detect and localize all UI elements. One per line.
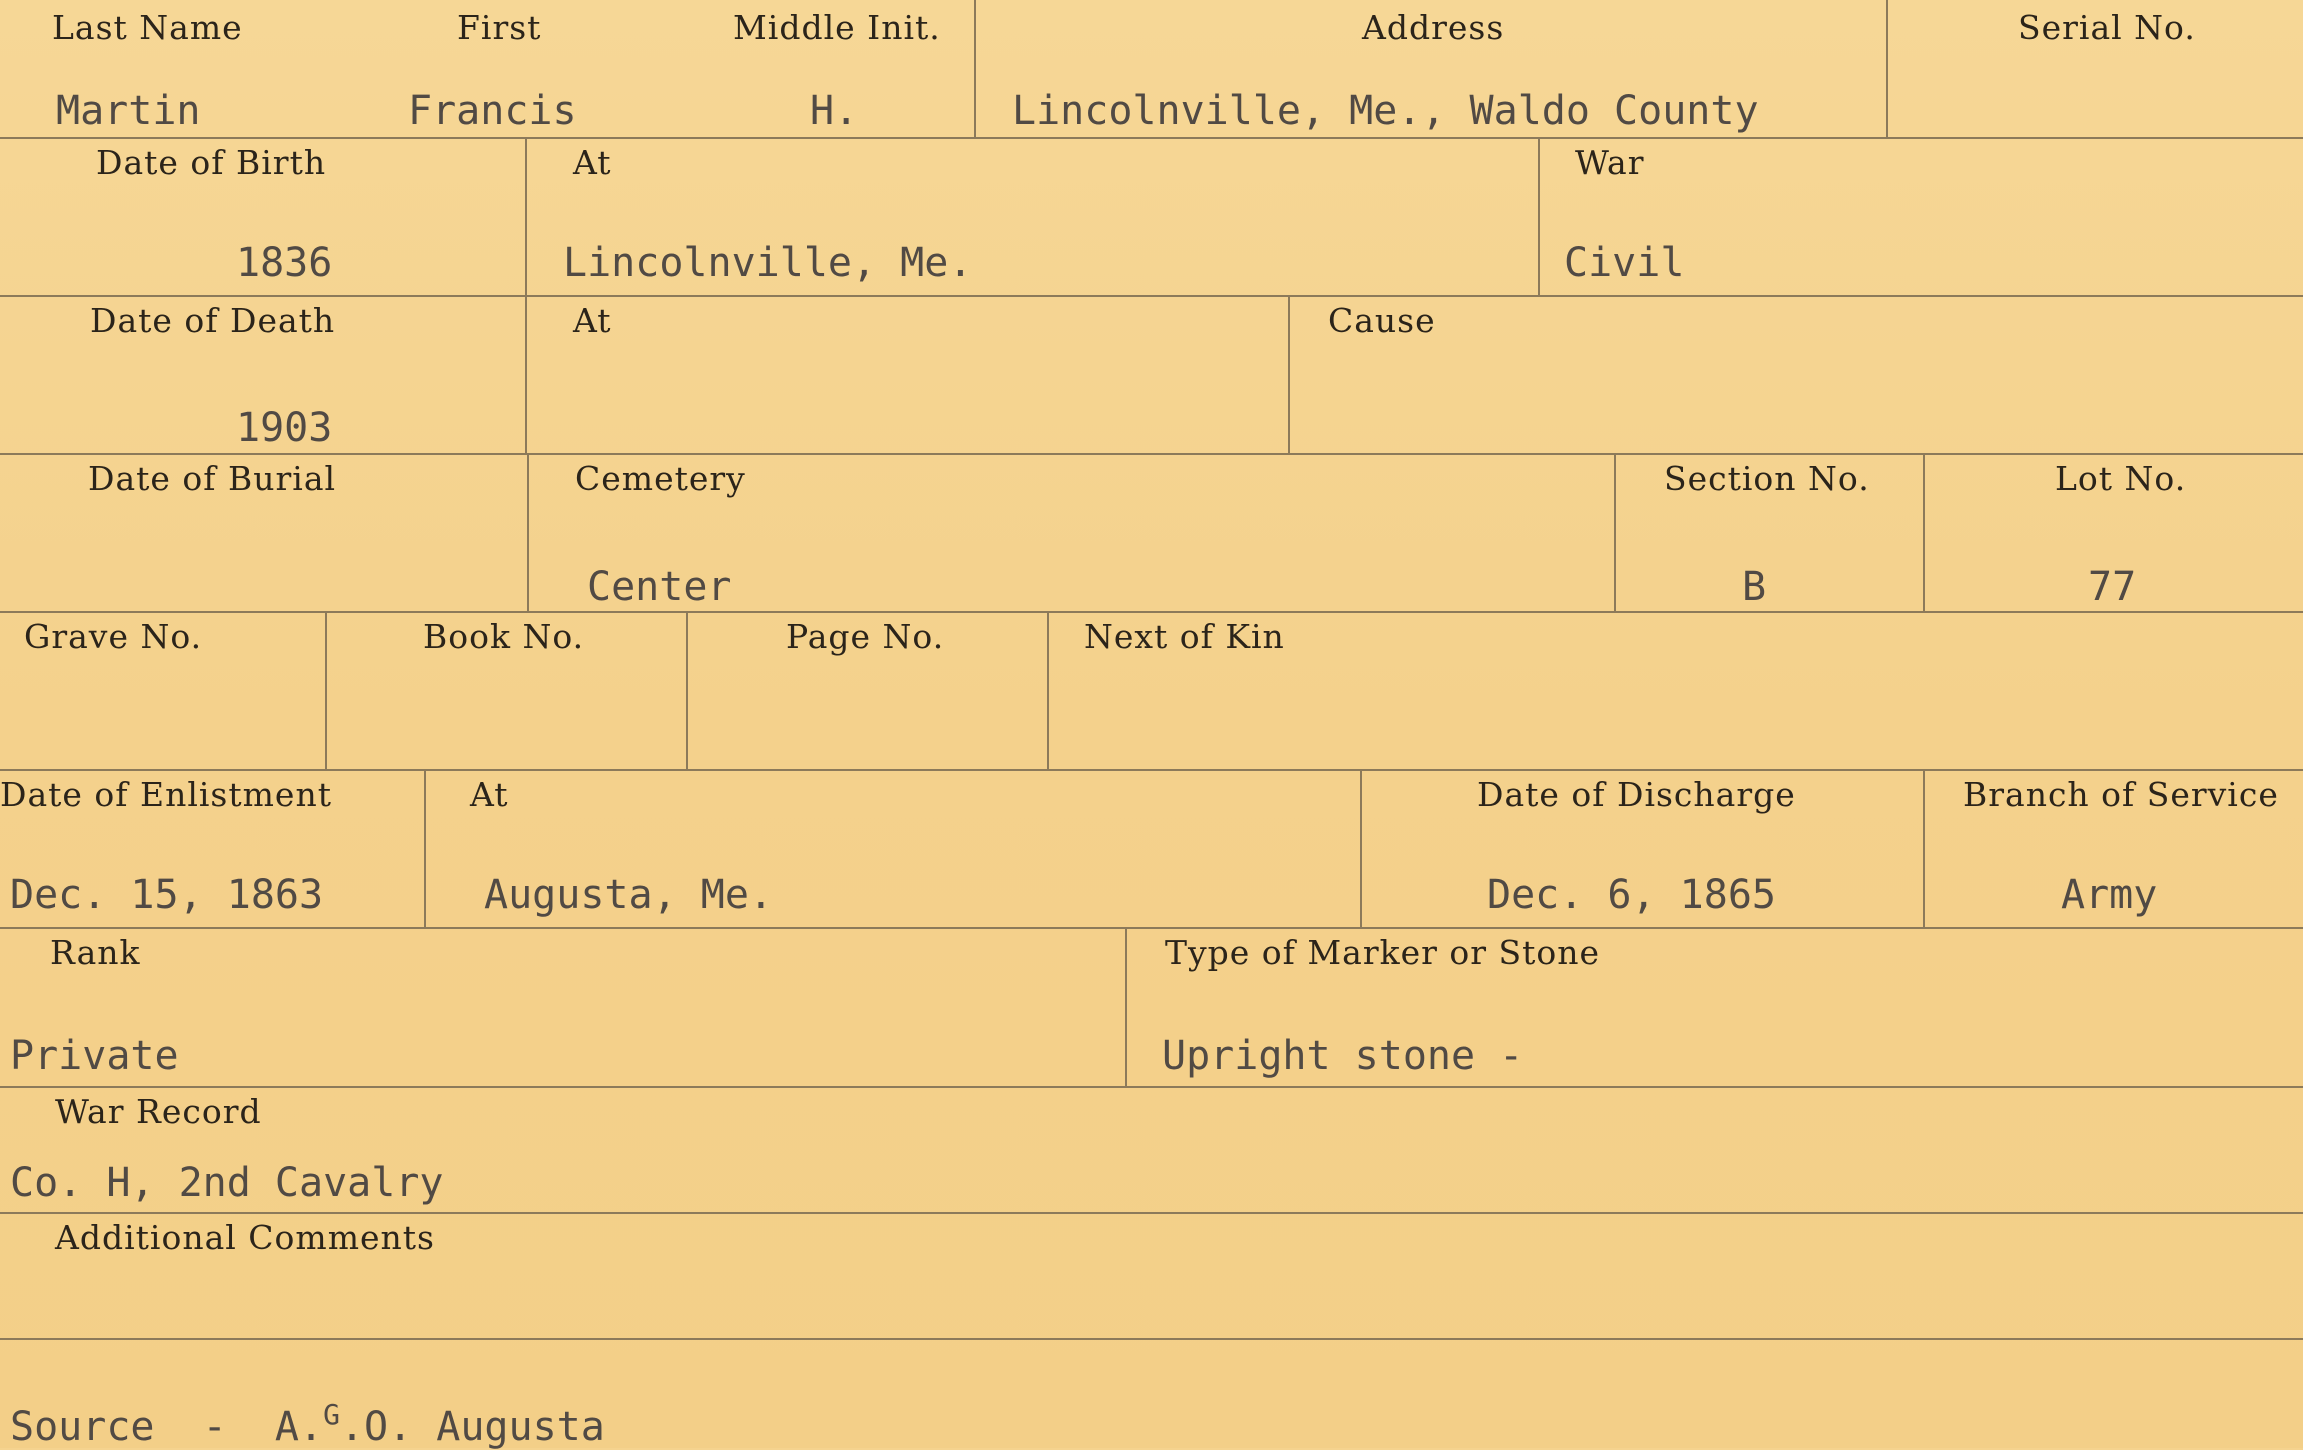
row-divider bbox=[0, 611, 2303, 613]
date-of-birth-value: 1836 bbox=[236, 240, 333, 286]
date-of-enlistment-label: Date of Enlistment bbox=[0, 775, 332, 814]
additional-comments-label: Additional Comments bbox=[55, 1218, 435, 1257]
lot-no-value: 77 bbox=[2088, 564, 2137, 610]
date-of-birth-label: Date of Birth bbox=[96, 143, 327, 182]
date-of-death-value: 1903 bbox=[236, 405, 333, 451]
column-divider bbox=[1614, 453, 1616, 611]
column-divider bbox=[424, 769, 426, 927]
address-label: Address bbox=[1362, 8, 1505, 47]
birth-place-label: At bbox=[573, 143, 612, 182]
row-divider bbox=[0, 1212, 2303, 1214]
war-record-value: Co. H, 2nd Cavalry bbox=[10, 1160, 444, 1206]
branch-of-service-label: Branch of Service bbox=[1963, 775, 2279, 814]
column-divider bbox=[1923, 453, 1925, 611]
date-of-burial-label: Date of Burial bbox=[88, 459, 337, 498]
date-of-discharge-label: Date of Discharge bbox=[1477, 775, 1796, 814]
enlistment-place-value: Augusta, Me. bbox=[484, 872, 773, 918]
section-no-label: Section No. bbox=[1664, 459, 1870, 498]
row-divider bbox=[0, 137, 2303, 139]
column-divider bbox=[686, 611, 688, 769]
book-no-label: Book No. bbox=[423, 617, 585, 656]
enlistment-place-label: At bbox=[470, 775, 509, 814]
marker-type-label: Type of Marker or Stone bbox=[1165, 933, 1601, 972]
next-of-kin-label: Next of Kin bbox=[1084, 617, 1285, 656]
war-value: Civil bbox=[1564, 240, 1685, 286]
column-divider bbox=[525, 295, 527, 453]
rank-label: Rank bbox=[50, 933, 141, 972]
marker-type-value: Upright stone - bbox=[1162, 1033, 1524, 1079]
address-value: Lincolnville, Me., Waldo County bbox=[1012, 88, 1759, 134]
serial-no-label: Serial No. bbox=[2018, 8, 2196, 47]
column-divider bbox=[1923, 769, 1925, 927]
page-no-label: Page No. bbox=[786, 617, 945, 656]
last-name-label: Last Name bbox=[52, 8, 243, 47]
row-divider bbox=[0, 453, 2303, 455]
cemetery-label: Cemetery bbox=[575, 459, 746, 498]
column-divider bbox=[1125, 927, 1127, 1086]
rank-value: Private bbox=[10, 1033, 179, 1079]
date-of-discharge-value: Dec. 6, 1865 bbox=[1487, 872, 1776, 918]
column-divider bbox=[527, 453, 529, 611]
row-divider bbox=[0, 295, 2303, 297]
first-name-label: First bbox=[457, 8, 542, 47]
death-place-label: At bbox=[573, 301, 612, 340]
column-divider bbox=[974, 0, 976, 137]
row-divider bbox=[0, 927, 2303, 929]
first-name-value: Francis bbox=[408, 88, 577, 134]
middle-initial-value: H. bbox=[810, 88, 859, 134]
source-superscript: G bbox=[323, 1398, 340, 1431]
cemetery-value: Center bbox=[587, 564, 732, 610]
column-divider bbox=[325, 611, 327, 769]
last-name-value: Martin bbox=[56, 88, 201, 134]
row-divider bbox=[0, 769, 2303, 771]
row-divider bbox=[0, 1086, 2303, 1088]
column-divider bbox=[1047, 611, 1049, 769]
row-divider bbox=[0, 1338, 2303, 1340]
column-divider bbox=[1360, 769, 1362, 927]
lot-no-label: Lot No. bbox=[2055, 459, 2187, 498]
column-divider bbox=[1288, 295, 1290, 453]
grave-no-label: Grave No. bbox=[24, 617, 203, 656]
source-suffix: .O. Augusta bbox=[339, 1404, 605, 1450]
middle-initial-label: Middle Init. bbox=[733, 8, 941, 47]
date-of-death-label: Date of Death bbox=[90, 301, 336, 340]
source-line bbox=[10, 1398, 605, 1450]
column-divider bbox=[1538, 137, 1540, 295]
date-of-enlistment-value: Dec. 15, 1863 bbox=[10, 872, 324, 918]
section-no-value: B bbox=[1742, 564, 1767, 610]
source-prefix: Source - A. bbox=[10, 1404, 324, 1450]
birth-place-value: Lincolnville, Me. bbox=[563, 240, 973, 286]
column-divider bbox=[525, 137, 527, 295]
branch-of-service-value: Army bbox=[2061, 872, 2158, 918]
column-divider bbox=[1886, 0, 1888, 137]
war-record-label: War Record bbox=[55, 1092, 262, 1131]
war-label: War bbox=[1575, 143, 1645, 182]
cause-label: Cause bbox=[1328, 301, 1436, 340]
